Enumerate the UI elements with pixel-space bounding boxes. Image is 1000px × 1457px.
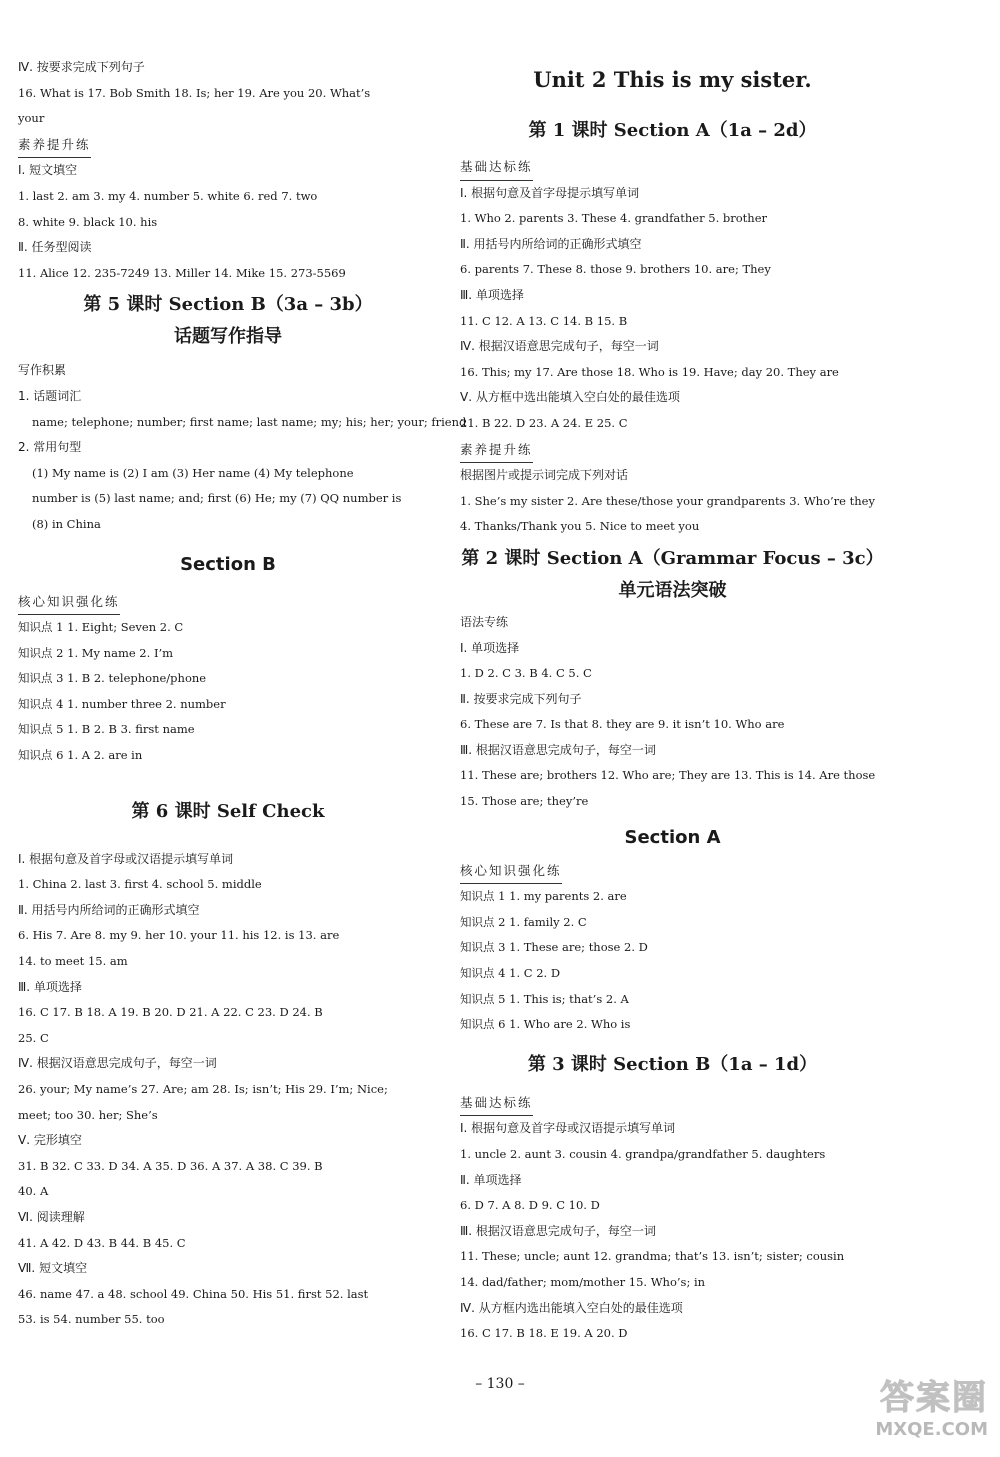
lesson-title: 第 5 课时 Section B（3a – 3b） bbox=[83, 294, 373, 316]
knowledge-point: 知识点 2 1. My name 2. I’m bbox=[18, 645, 174, 660]
section-heading: Ⅳ. 按要求完成下列句子 bbox=[18, 60, 145, 74]
answer-line: 41. A 42. D 43. B 44. B 45. C bbox=[18, 1235, 186, 1250]
knowledge-point: 知识点 6 1. A 2. are in bbox=[18, 748, 143, 763]
section-title: Section B bbox=[180, 553, 276, 575]
answer-line: 21. B 22. D 23. A 24. E 25. C bbox=[460, 415, 628, 430]
answer-line: (1) My name is (2) I am (3) Her name (4) My telephone bbox=[32, 465, 354, 480]
section-heading: Ⅱ. 任务型阅读 bbox=[18, 240, 92, 255]
answer-line: 4. Thanks/Thank you 5. Nice to meet you bbox=[460, 519, 700, 534]
knowledge-point: 知识点 4 1. C 2. D bbox=[460, 966, 561, 981]
answer-line: 11. C 12. A 13. C 14. B 15. B bbox=[460, 313, 628, 328]
answer-line: your bbox=[18, 111, 45, 126]
practice-label: 素养提升练 bbox=[460, 437, 533, 464]
answer-line: 1. last 2. am 3. my 4. number 5. white 6. red 7. two bbox=[18, 188, 318, 203]
section-heading: Ⅶ. 短文填空 bbox=[18, 1261, 88, 1276]
section-heading: Ⅲ. 根据汉语意思完成句子，每空一词 bbox=[460, 742, 656, 757]
section-heading: Ⅱ. 用括号内所给词的正确形式填空 bbox=[460, 236, 642, 251]
lesson-title: 第 6 课时 Self Check bbox=[131, 800, 325, 822]
answer-line: 31. B 32. C 33. D 34. A 35. D 36. A 37. A 38. C 39. B bbox=[18, 1158, 323, 1173]
section-heading: Ⅲ. 根据汉语意思完成句子，每空一词 bbox=[460, 1223, 656, 1238]
answer-line: 26. your; My name’s 27. Are; am 28. Is; isn’t; His 29. I’m; Nice; bbox=[18, 1082, 388, 1096]
section-heading: Ⅲ. 单项选择 bbox=[18, 979, 82, 994]
answer-line: 6. His 7. Are 8. my 9. her 10. your 11. his 12. is 13. are bbox=[18, 928, 340, 943]
section-heading: Ⅴ. 完形填空 bbox=[18, 1133, 82, 1148]
answer-line: 40. A bbox=[18, 1184, 49, 1199]
answer-line: 1. D 2. C 3. B 4. C 5. C bbox=[460, 666, 592, 681]
watermark-text: 答案圈 bbox=[880, 1378, 988, 1418]
answer-line: 16. This; my 17. Are those 18. Who is 19. Have; day 20. They are bbox=[460, 364, 839, 379]
lesson-title: 第 1 课时 Section A（1a – 2d） bbox=[528, 120, 817, 141]
section-heading: Ⅱ. 单项选择 bbox=[460, 1172, 522, 1187]
section-heading: Ⅵ. 阅读理解 bbox=[18, 1209, 85, 1224]
answer-line: (8) in China bbox=[32, 516, 101, 531]
left-column bbox=[18, 55, 467, 1333]
section-heading: Ⅰ. 短文填空 bbox=[18, 163, 78, 178]
section-heading: Ⅱ. 用括号内所给词的正确形式填空 bbox=[18, 902, 200, 917]
answer-line: 6. These are 7. Is that 8. they are 9. it isn’t 10. Who are bbox=[460, 717, 785, 732]
answer-line: 1. China 2. last 3. first 4. school 5. middle bbox=[18, 877, 262, 892]
knowledge-point: 知识点 3 1. These are; those 2. D bbox=[460, 940, 648, 955]
answer-line: 14. to meet 15. am bbox=[18, 954, 128, 969]
section-heading: Ⅰ. 根据句意及首字母或汉语提示填写单词 bbox=[18, 851, 234, 866]
answer-line: number is (5) last name; and; first (6) He; my (7) QQ number is bbox=[32, 491, 402, 506]
answer-line: 14. dad/father; mom/mother 15. Who’s; in bbox=[460, 1274, 706, 1289]
section-heading: Ⅴ. 从方框中选出能填入空白处的最佳选项 bbox=[460, 390, 680, 405]
knowledge-point: 知识点 4 1. number three 2. number bbox=[18, 696, 226, 711]
page-number: – 130 – bbox=[475, 1376, 525, 1392]
answer-line: 1. She’s my sister 2. Are these/those your grandparents 3. Who’re they bbox=[460, 493, 875, 508]
knowledge-point: 知识点 1 1. my parents 2. are bbox=[460, 889, 627, 904]
section-heading: 语法专练 bbox=[460, 614, 509, 629]
practice-label: 核心知识强化练 bbox=[460, 858, 562, 885]
answer-line: 25. C bbox=[18, 1030, 49, 1045]
unit-title: Unit 2 This is my sister. bbox=[533, 67, 812, 92]
knowledge-point: 知识点 3 1. B 2. telephone/phone bbox=[18, 671, 207, 686]
answer-line: name; telephone; number; first name; last name; my; his; her; your; friend bbox=[32, 414, 467, 429]
section-heading: 写作积累 bbox=[18, 363, 67, 378]
knowledge-point: 知识点 5 1. This is; that’s 2. A bbox=[460, 991, 629, 1006]
answer-line: 16. C 17. B 18. E 19. A 20. D bbox=[460, 1326, 628, 1341]
section-heading: 1. 话题词汇 bbox=[18, 388, 82, 403]
answer-line: 6. parents 7. These 8. those 9. brothers 10. are; They bbox=[460, 262, 771, 277]
section-heading: 根据图片或提示词完成下列对话 bbox=[460, 468, 629, 483]
practice-label: 基础达标练 bbox=[460, 1090, 533, 1117]
answer-line: meet; too 30. her; She’s bbox=[18, 1107, 158, 1122]
answer-line: 8. white 9. black 10. his bbox=[18, 214, 158, 229]
section-heading: Ⅲ. 单项选择 bbox=[460, 287, 524, 302]
section-heading: Ⅰ. 根据句意及首字母或汉语提示填写单词 bbox=[460, 1121, 676, 1136]
lesson-title: 第 3 课时 Section B（1a – 1d） bbox=[527, 1053, 818, 1075]
watermark-logo bbox=[818, 1370, 988, 1450]
lesson-subtitle: 话题写作指导 bbox=[174, 326, 282, 348]
answer-line: 1. Who 2. parents 3. These 4. grandfather 5. brother bbox=[460, 211, 767, 226]
lesson-title: 第 2 课时 Section A（Grammar Focus – 3c） bbox=[461, 547, 884, 569]
answer-line: 15. Those are; they’re bbox=[460, 794, 589, 809]
answer-line: 11. These are; brothers 12. Who are; They are 13. This is 14. Are those bbox=[460, 768, 876, 783]
practice-label: 素养提升练 bbox=[18, 132, 91, 159]
lesson-subtitle: 单元语法突破 bbox=[618, 579, 727, 601]
knowledge-point: 知识点 6 1. Who are 2. Who is bbox=[460, 1017, 631, 1032]
answer-line: 53. is 54. number 55. too bbox=[18, 1312, 165, 1327]
answer-line: 16. C 17. B 18. A 19. B 20. D 21. A 22. C 23. D 24. B bbox=[18, 1005, 323, 1020]
section-heading: Ⅳ. 从方框内选出能填入空白处的最佳选项 bbox=[460, 1300, 683, 1315]
answer-line: 11. Alice 12. 235-7249 13. Miller 14. Mike 15. 273-5569 bbox=[18, 265, 346, 280]
watermark-url: MXQE.COM bbox=[875, 1419, 988, 1440]
section-title: Section A bbox=[624, 826, 721, 848]
section-heading: Ⅰ. 单项选择 bbox=[460, 640, 520, 655]
answer-line: 46. name 47. a 48. school 49. China 50. His 51. first 52. last bbox=[18, 1286, 369, 1301]
knowledge-point: 知识点 2 1. family 2. C bbox=[460, 914, 587, 929]
practice-label: 核心知识强化练 bbox=[18, 589, 120, 616]
answer-line: 11. These; uncle; aunt 12. grandma; that’s 13. isn’t; sister; cousin bbox=[460, 1249, 845, 1264]
section-heading: Ⅳ. 根据汉语意思完成句子，每空一词 bbox=[18, 1056, 217, 1071]
right-column bbox=[460, 55, 885, 1347]
practice-label: 基础达标练 bbox=[460, 154, 533, 181]
section-heading: Ⅱ. 按要求完成下列句子 bbox=[460, 691, 582, 706]
answer-line: 6. D 7. A 8. D 9. C 10. D bbox=[460, 1198, 600, 1213]
answer-line: 1. uncle 2. aunt 3. cousin 4. grandpa/grandfather 5. daughters bbox=[460, 1147, 826, 1161]
section-heading: 2. 常用句型 bbox=[18, 440, 82, 455]
section-heading: Ⅳ. 根据汉语意思完成句子，每空一词 bbox=[460, 339, 659, 354]
section-heading: Ⅰ. 根据句意及首字母提示填写单词 bbox=[460, 185, 640, 200]
knowledge-point: 知识点 5 1. B 2. B 3. first name bbox=[18, 722, 195, 737]
answer-line: 16. What is 17. Bob Smith 18. Is; her 19. Are you 20. What’s bbox=[18, 85, 371, 100]
knowledge-point: 知识点 1 1. Eight; Seven 2. C bbox=[18, 620, 184, 635]
